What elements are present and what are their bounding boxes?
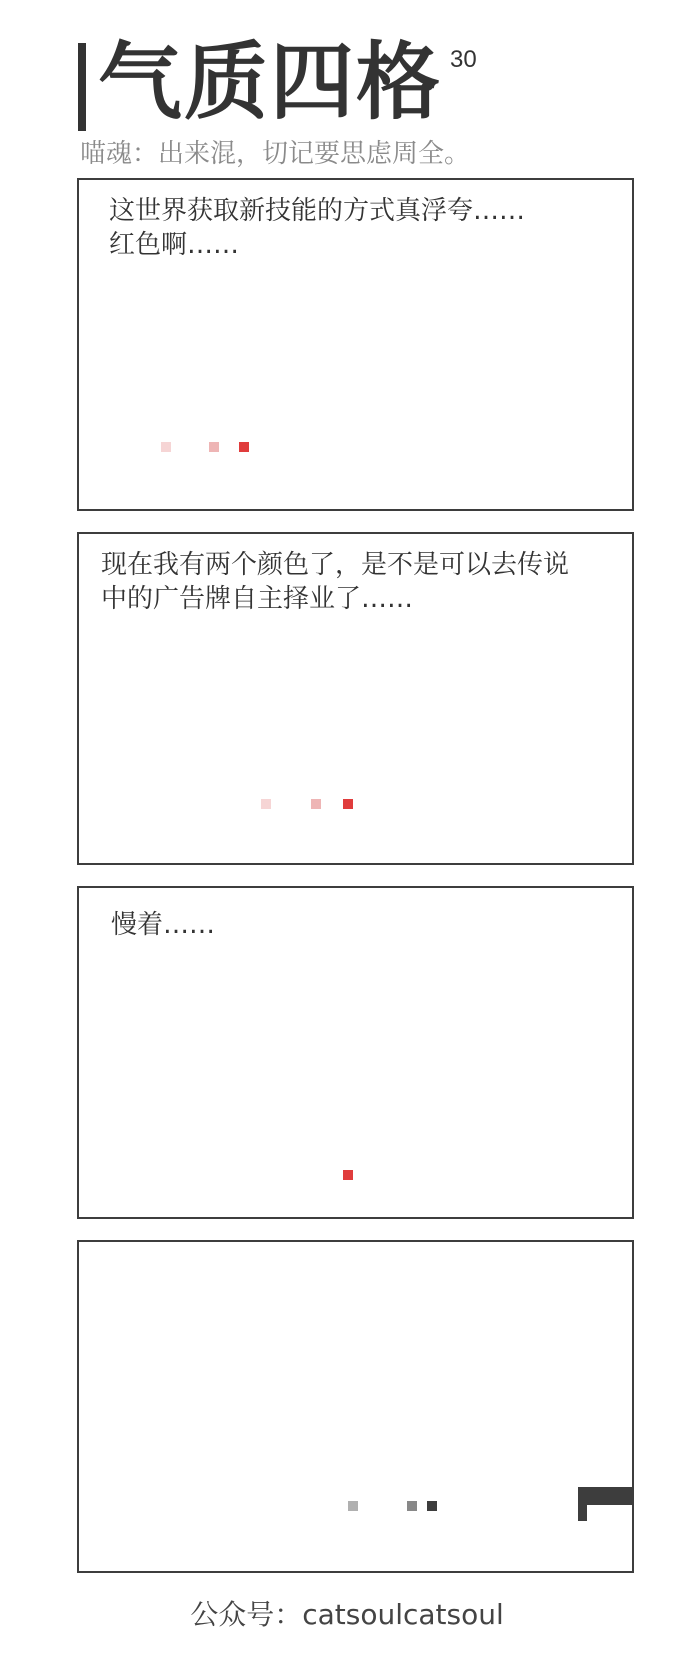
pixel-red	[343, 799, 353, 809]
dark-block-vertical	[578, 1487, 587, 1521]
pixel-light-gray	[348, 1501, 358, 1511]
pixel-medium-pink	[311, 799, 321, 809]
page-title: 气质四格	[98, 33, 443, 131]
page-subtitle: 喵魂：出来混，切记要思虑周全。	[80, 139, 471, 169]
panel-2-caption: 现在我有两个颜色了，是不是可以去传说 中的广告牌自主择业了……	[101, 550, 570, 614]
comic-panel-4	[77, 1240, 634, 1573]
footer-account-label: 公众号：catsoulcatsoul	[190, 1598, 504, 1631]
comic-panel-3	[77, 886, 634, 1219]
panel-1-caption: 这世界获取新技能的方式真浮夸…… 红色啊……	[109, 196, 526, 260]
comic-panel-1	[77, 178, 634, 511]
comic-panel-2	[77, 532, 634, 865]
pixel-light-pink	[161, 442, 171, 452]
issue-number: 30	[450, 46, 477, 73]
pixel-dark-gray	[427, 1501, 437, 1511]
title-accent-bar	[78, 43, 86, 131]
pixel-light-pink	[261, 799, 271, 809]
pixel-medium-pink	[209, 442, 219, 452]
panel-3-caption: 慢着……	[111, 910, 216, 940]
pixel-red	[239, 442, 249, 452]
pixel-medium-gray	[407, 1501, 417, 1511]
pixel-red	[343, 1170, 353, 1180]
